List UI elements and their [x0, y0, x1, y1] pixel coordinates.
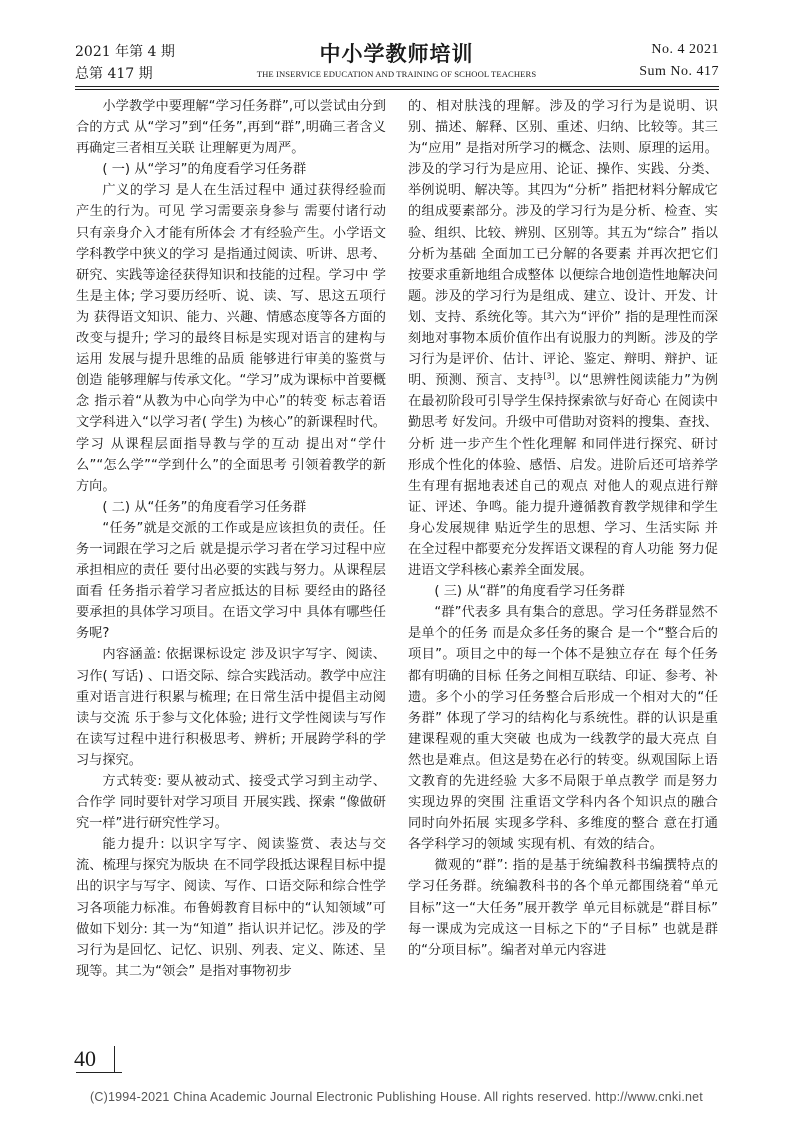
page-header	[0, 0, 793, 100]
citation-mark: [3]	[543, 371, 555, 381]
section-heading-group: ( 三) 从“群”的角度看学习任务群	[434, 584, 625, 600]
issue-total: 总第 417 期	[75, 66, 153, 82]
page-number-underline	[76, 1072, 122, 1073]
paragraph-group: “群”代表多 具有集合的意思。学习任务群显然不是单个的任务 而是众多任务的聚合 是一个“整合后的项目”。项目之中的每一个体不是独立存在 每个任务都有明确的目标 任务之间相互联结、印证、参考、补遗。多个小的学习任务整合后形成一个相对大的“任务群” 体现了学习的结构化与系统性。群的认识是重建课程观的重大突破 也成为一线教学的最大亮点 自然也是难点。但这是势在必行的转变。纵观国际上语文教育的先进经验 大多不局限于单点教学 而是努力实现边界的突围 注重语文学科内各个知识点的融合 同时向外拓展 实现多学科、多维度的整合 意在打通各学科学习的领域 实现有机、有效的结合。	[408, 605, 718, 853]
paragraph-bloom-continued	[408, 96, 718, 581]
journal-subtitle: THE INSERVICE EDUCATION AND TRAINING OF SCHOOL TEACHERS	[256, 69, 537, 79]
issue-sum: Sum No. 417	[639, 64, 719, 79]
section-heading-learning: ( 一) 从“学习”的角度看学习任务群	[102, 162, 307, 178]
paragraph-content: 内容涵盖: 依据课标设定 涉及识字写字、阅读、习作( 写话) 、口语交际、综合实践活动。教学中应注重对语言进行积累与梳理; 在日常生活中提倡主动阅读与交流 乐于参与文化体验; 进行文学性阅读与写作 在读写过程中进行积极思考、辨析; 开展跨学科的学习与探究。	[76, 647, 386, 768]
copyright-footer: (C)1994-2021 China Academic Journal Electronic Publishing House. All rights reserved. http://www.cnki.net	[90, 1090, 703, 1104]
paragraph-ability: 能力提升: 以识字写字、阅读鉴赏、表达与交流、梳理与探究为版块 在不同学段抵达课程目标中提出的识字与写字、阅读、写作、口语交际和综合性学习各项能力标准。布鲁姆教育目标中的“认知领域”可做如下划分: 其一为“知道” 指认识并记忆。涉及的学习行为是回忆、记忆、识别、列表、定义、陈述、呈现等。其二为“领会” 是指对事物初步	[76, 837, 386, 979]
page-number-bar	[114, 1046, 115, 1072]
paragraph-micro-group: 微观的“群”: 指的是基于统编教科书编撰特点的学习任务群。统编教科书的各个单元都围绕着“单元目标”这一“大任务”展开教学 单元目标就是“群目标” 每一课成为完成这一目标之下的“子目标” 也就是群的“分项目标”。编者对单元内容进	[408, 858, 718, 958]
paragraph-task: “任务”就是交派的工作或是应该担负的责任。任务一词跟在学习之后 就是提示学习者在学习过程中应承担相应的责任 要付出必要的实践与努力。从课程层面看 任务指示着学习者应抵达的目标 要经由的路径 要承担的具体学习项目。在语文学习中 具体有哪些任务呢?	[76, 520, 386, 642]
header-rule-second	[75, 89, 719, 90]
header-rule	[75, 86, 719, 87]
paragraph-learning: 广义的学习 是人在生活过程中 通过获得经验而产生的行为。可见 学习需要亲身参与 需要付诸行动 只有亲身介入才能有所体会 才有经验产生。小学语文学科教学中狭义的学习 是指通过阅读、听讲、思考、研究、实践等途径获得知识和技能的过程。学习中 学生是主体; 学习要历经听、说、读、写、思这五项行为 获得语文知识、能力、兴趣、情感态度等各方面的改变与提升; 学习的最终目标是实现对语言的建构与运用 发展与提升思维的品质 能够进行审美的鉴赏与创造 能够理解与传承文化。“学习”成为课标中首要概念 指示着“从教为中心向学为中心”的转变 标志着语文学科进入“以学习者( 学生) 为核心”的新课程时代。学习 从课程层面指导教与学的互动 提出对“学什么”“怎么学”“学到什么”的全面思考 引领着教学的新方向。	[76, 183, 386, 494]
paragraph-bloom-text: 的、相对肤浅的理解。涉及的学习行为是说明、识别、描述、解释、区别、重述、归纳、比较等。其三为“应用” 是指对所学习的概念、法则、原理的运用。涉及的学习行为是应用、论证、操作、实践、分类、举例说明、解决等。其四为“分析” 指把材料分解成它的组成要素部分。涉及的学习行为是分析、检查、实验、组织、比较、辨别、区别等。其五为“综合” 指以分析为基础 全面加工已分解的各要素 并再次把它们按要求重新地组合成整体 以便综合地创造性地解决问题。涉及的学习行为是组成、建立、设计、开发、计划、支持、系统化等。其六为“评价” 指的是理性而深刻地对事物本质价值作出有说服力的判断。涉及的学习行为是评价、估计、评论、鉴定、辩明、辩护、证明、预测、预言、支持	[408, 99, 718, 389]
issue-year: 2021 年第 4 期	[75, 44, 175, 60]
paragraph-intro: 小学教学中要理解“学习任务群”,可以尝试由分到合的方式 从“学习”到“任务”,再到“群”,明确三者含义 再确定三者相互关联 让理解更为周严。	[76, 99, 386, 157]
paragraph-bloom-tail: 。以“思辨性阅读能力”为例 在最初阶段可引导学生保持探索欲与好奇心 在阅读中勤思考 好发问。升级中可借助对资料的搜集、查找、分析 进一步产生个性化理解 和同伴进行探究、研讨 形成个性化的体验、感悟、启发。进阶后还可培养学生有理有据地表述自己的观点 对他人的观点进行辩证、评述、争鸣。能力提升遵循教育教学规律和学生身心发展规律 贴近学生的思想、学习、生活实际 并在全过程中都要充分发挥语文课程的育人功能 努力促进语文学科核心素养全面发展。	[408, 373, 718, 579]
page-number: 40	[74, 1046, 96, 1071]
left-column	[76, 96, 386, 979]
right-column	[408, 96, 718, 958]
issue-number: No. 4 2021	[651, 42, 719, 57]
paragraph-method: 方式转变: 要从被动式、接受式学习到主动学、合作学 同时要针对学习项目 开展实践、探索 “像做研究一样”进行研究性学习。	[76, 774, 386, 832]
journal-title: 中小学教师培训	[319, 42, 474, 66]
section-heading-task: ( 二) 从“任务”的角度看学习任务群	[102, 499, 307, 515]
